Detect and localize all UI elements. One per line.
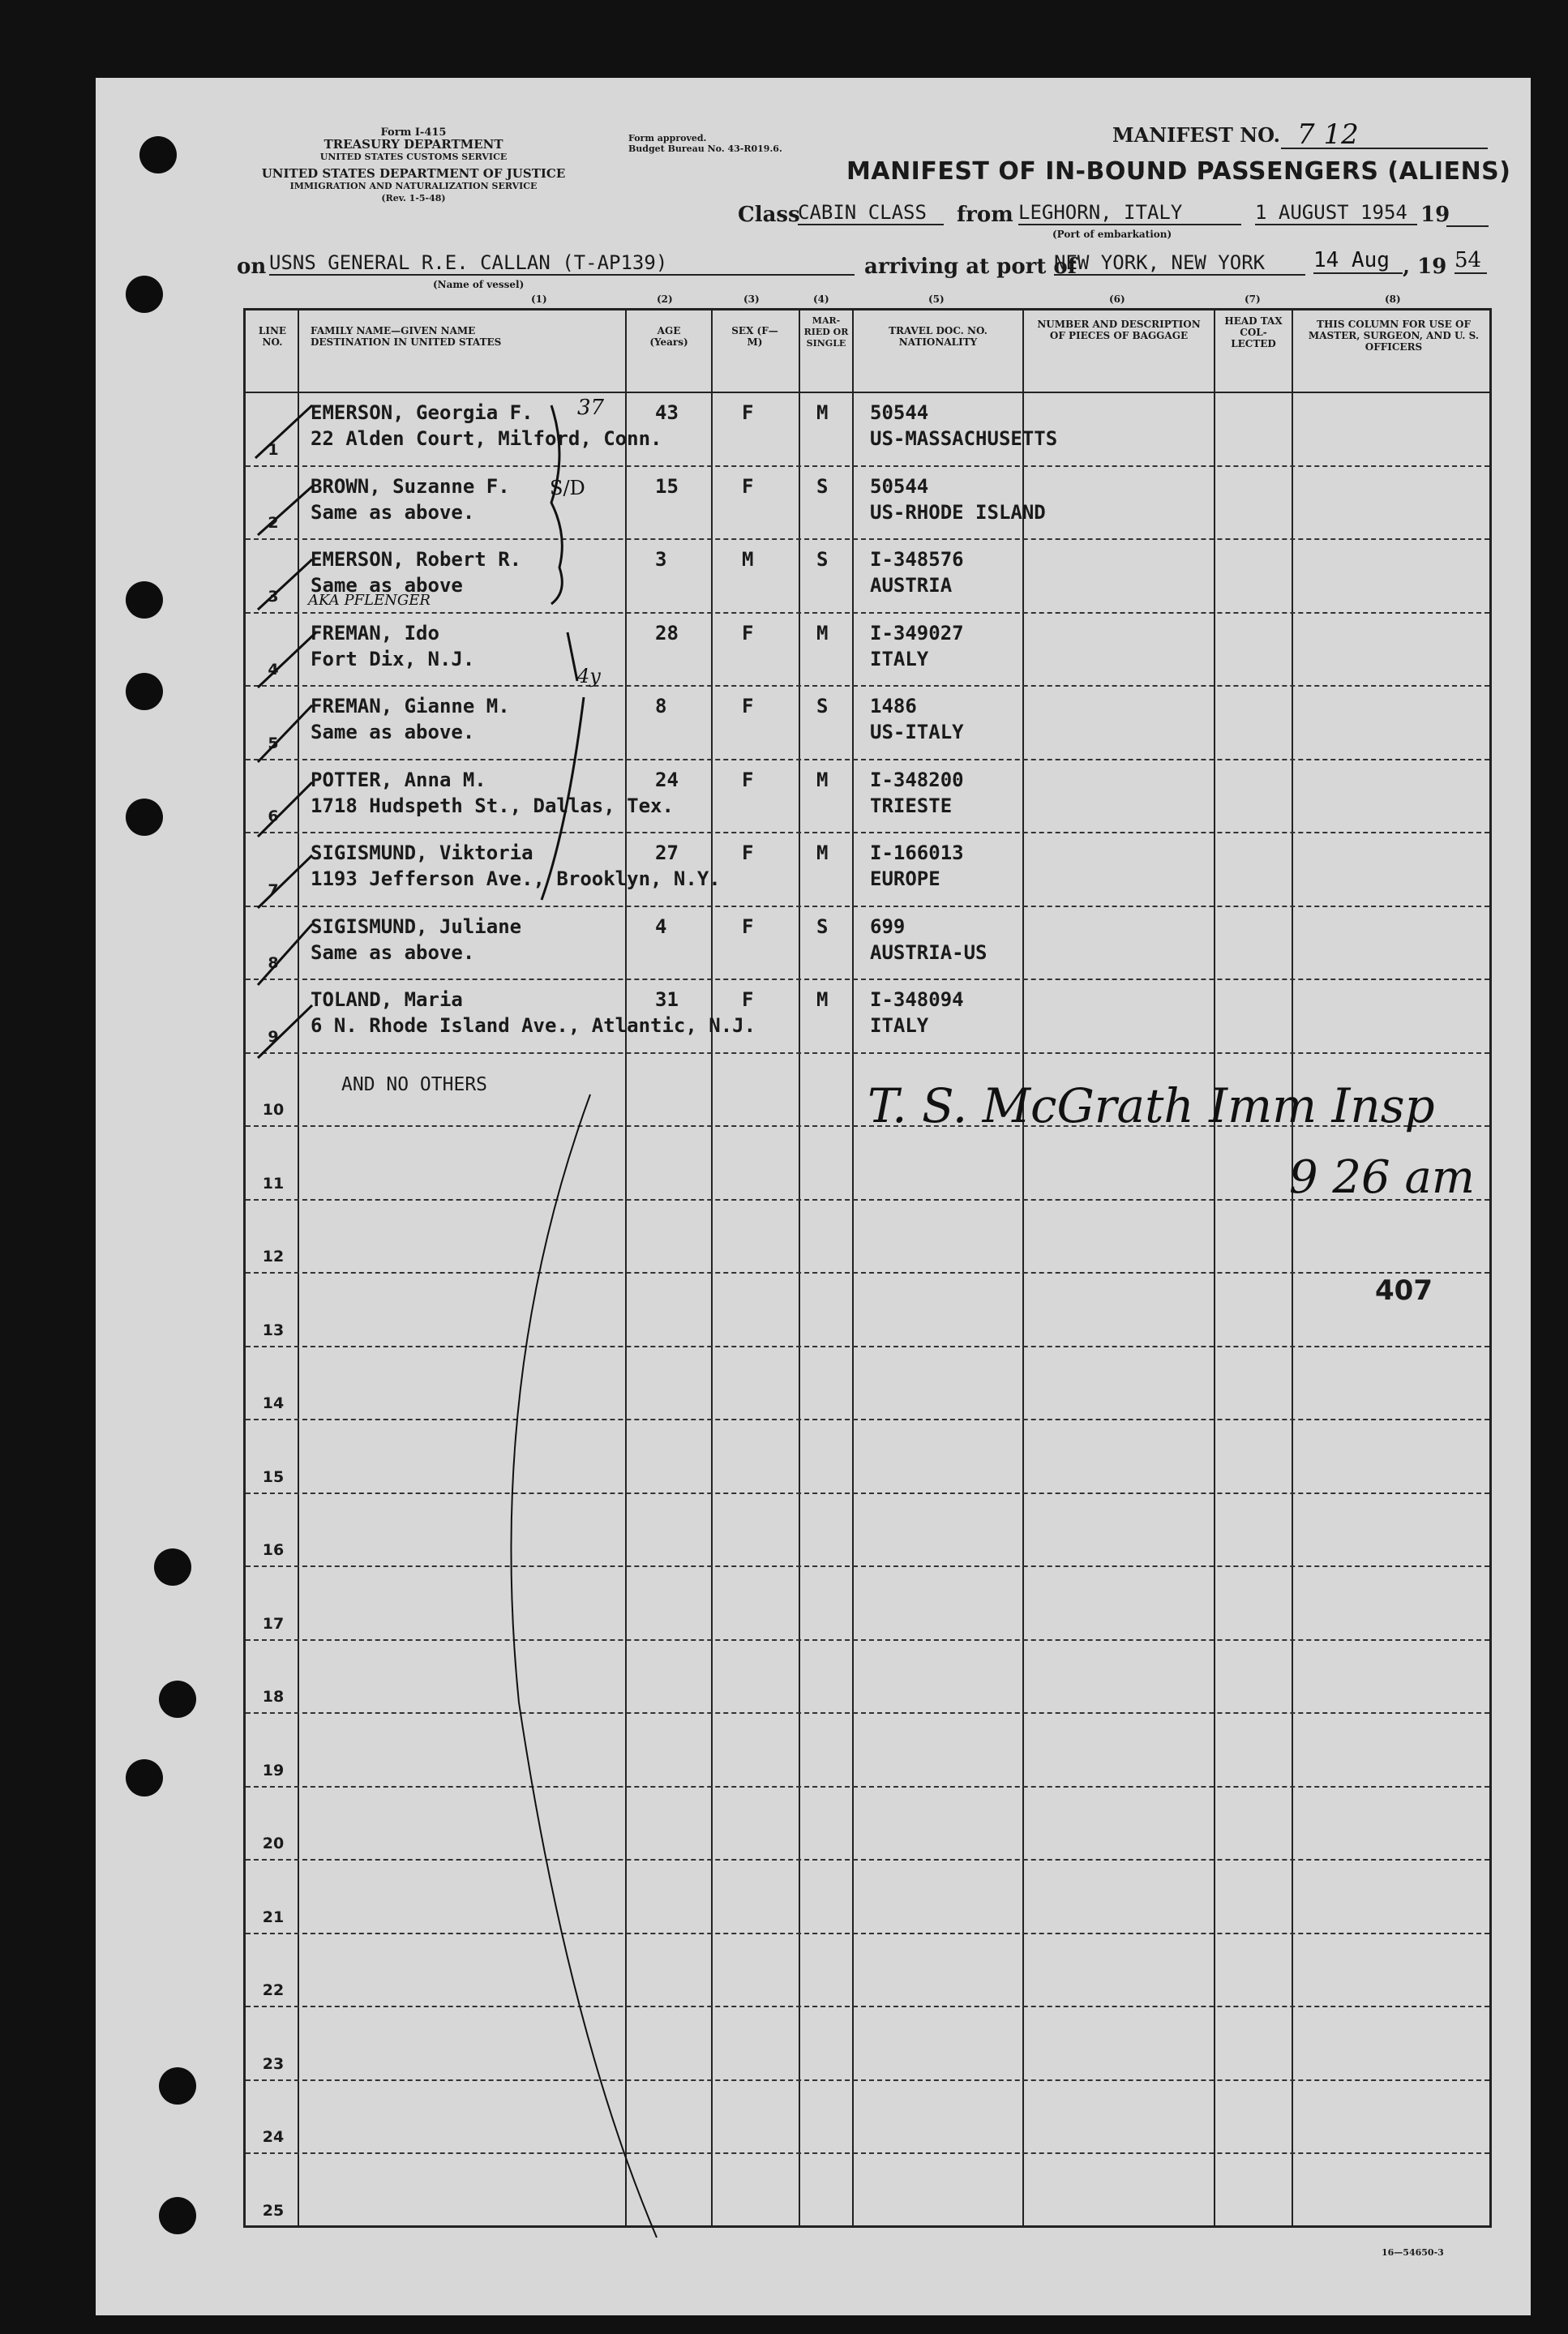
col-num-5: (5) (928, 293, 945, 305)
col-num-3: (3) (743, 293, 760, 305)
from-value: LEGHORN, ITALY (1018, 201, 1241, 225)
passenger-marital-status: S (816, 548, 829, 571)
row-divider (246, 1052, 1489, 1054)
col-num-7: (7) (1245, 293, 1261, 305)
page-number: 407 (1375, 1274, 1433, 1307)
col-num-8: (8) (1385, 293, 1401, 305)
passenger-travel-doc: 699 (870, 914, 906, 938)
row-divider (246, 1712, 1489, 1714)
passenger-destination: 1193 Jefferson Ave., Brooklyn, N.Y. (311, 867, 721, 890)
binder-hole (126, 673, 163, 710)
column-divider (799, 310, 800, 2225)
col-header-officers: THIS COLUMN FOR USE OF MASTER, SURGEON, AND U. S. OFFICERS (1308, 319, 1480, 353)
passenger-travel-doc: 50544 (870, 474, 929, 498)
header-divider (246, 392, 1489, 393)
passenger-sex: F (742, 842, 754, 864)
passenger-sex: F (742, 474, 754, 498)
form-revision: (Rev. 1-5-48) (381, 193, 446, 203)
vessel-caption: (Name of vessel) (433, 279, 525, 290)
passenger-name: FREMAN, Ido (311, 621, 439, 645)
line-number: 10 (262, 1101, 285, 1119)
handwritten-note-row2: S/D (550, 477, 585, 499)
class-value: CABIN CLASS (798, 201, 944, 225)
col-num-2: (2) (657, 293, 673, 305)
passenger-travel-doc: I-348094 (870, 988, 964, 1011)
binder-hole (126, 581, 163, 619)
manifest-title: MANIFEST OF IN-BOUND PASSENGERS (ALIENS) (846, 157, 1511, 186)
line-number: 23 (262, 2054, 285, 2073)
row-divider (246, 2079, 1489, 2081)
col-num-6: (6) (1109, 293, 1125, 305)
customs-service: UNITED STATES CUSTOMS SERVICE (319, 152, 508, 162)
passenger-name: EMERSON, Georgia F. (311, 401, 533, 424)
line-number: 6 (268, 807, 279, 825)
column-divider (711, 310, 713, 2225)
line-number: 16 (262, 1541, 285, 1559)
passenger-sex: F (742, 621, 754, 645)
handwritten-note-row1: 37 (577, 396, 605, 420)
line-number: 17 (262, 1614, 285, 1633)
passenger-travel-doc: I-348576 (870, 548, 964, 571)
row-divider (246, 685, 1489, 687)
arriving-label: arriving at port of (864, 255, 1077, 279)
passenger-age: 8 (655, 695, 667, 717)
passenger-sex: F (742, 401, 754, 424)
passenger-nationality: EUROPE (870, 867, 940, 890)
row-divider (246, 1272, 1489, 1274)
ins-service: IMMIGRATION AND NATURALIZATION SERVICE (289, 181, 538, 191)
form-agency-header (235, 126, 592, 204)
passenger-name: FREMAN, Gianne M. (311, 695, 510, 717)
from-label: from (957, 203, 1013, 227)
passenger-table (243, 308, 1492, 2228)
column-divider (298, 310, 299, 2225)
line-number: 7 (268, 880, 279, 899)
row-divider (246, 465, 1489, 467)
passenger-marital-status: S (816, 914, 829, 938)
passenger-destination: 22 Alden Court, Milford, Conn. (311, 427, 662, 450)
row-divider (246, 538, 1489, 540)
row-divider (246, 612, 1489, 614)
passenger-nationality: AUSTRIA-US (870, 940, 987, 964)
arrival-year: 54 (1454, 248, 1487, 274)
passenger-age: 15 (655, 474, 679, 498)
passenger-nationality: TRIESTE (870, 794, 953, 817)
passenger-marital-status: M (816, 768, 829, 791)
passenger-nationality: US-MASSACHUSETTS (870, 427, 1058, 450)
column-divider (852, 310, 854, 2225)
row-divider (246, 1565, 1489, 1567)
date-suffix: 19 (1420, 203, 1450, 227)
line-number: 18 (262, 1688, 285, 1706)
passenger-destination: Same as above. (311, 500, 475, 524)
row-divider (246, 1933, 1489, 1934)
col-num-4: (4) (813, 293, 829, 305)
line-number: 12 (262, 1248, 285, 1265)
passenger-travel-doc: I-349027 (870, 621, 964, 645)
passenger-age: 27 (655, 842, 679, 864)
class-label: Class (738, 203, 800, 227)
date-year-line (1446, 204, 1489, 227)
row-divider (246, 1492, 1489, 1494)
passenger-name: TOLAND, Maria (311, 988, 463, 1011)
line-number: 5 (268, 734, 279, 752)
passenger-travel-doc: 1486 (870, 695, 917, 717)
row-divider (246, 1419, 1489, 1420)
column-divider (625, 310, 627, 2225)
binder-hole (126, 276, 163, 313)
passenger-marital-status: S (816, 474, 829, 498)
binder-hole (159, 1681, 196, 1718)
binder-hole (126, 799, 163, 836)
passenger-marital-status: S (816, 695, 829, 717)
row-divider (246, 2152, 1489, 2154)
col-header-baggage: NUMBER AND DESCRIPTION OF PIECES OF BAGGAGE (1037, 319, 1201, 341)
passenger-sex: F (742, 695, 754, 717)
line-number: 3 (268, 587, 279, 606)
passenger-nationality: US-RHODE ISLAND (870, 500, 1046, 524)
col-num-1: (1) (531, 293, 547, 305)
passenger-destination: Same as above. (311, 940, 475, 964)
line-number: 21 (262, 1908, 285, 1926)
budget-approval (628, 133, 782, 154)
handwritten-note-row3: AKA PFLENGER (308, 592, 431, 609)
line-number: 25 (262, 2201, 285, 2220)
passenger-marital-status: M (816, 988, 829, 1011)
passenger-travel-doc: 50544 (870, 401, 929, 424)
passenger-nationality: ITALY (870, 647, 929, 670)
column-divider (1022, 310, 1024, 2225)
row-divider (246, 1859, 1489, 1861)
line-number: 22 (262, 1981, 285, 1999)
row-divider (246, 2006, 1489, 2007)
no-others-note: AND NO OTHERS (341, 1074, 488, 1095)
line-number: 9 (268, 1027, 279, 1046)
approval-line2: Budget Bureau No. 43-R019.6. (628, 143, 782, 154)
line-number: 11 (262, 1174, 285, 1193)
row-divider (246, 906, 1489, 907)
manifest-no-label: MANIFEST NO. (1112, 123, 1281, 147)
passenger-nationality: AUSTRIA (870, 574, 953, 597)
passenger-age: 24 (655, 768, 679, 791)
passenger-name: SIGISMUND, Juliane (311, 914, 522, 938)
passenger-name: POTTER, Anna M. (311, 768, 486, 791)
passenger-age: 3 (655, 548, 667, 571)
passenger-nationality: ITALY (870, 1014, 929, 1037)
passenger-travel-doc: I-348200 (870, 768, 964, 791)
col-header-name: FAMILY NAME—GIVEN NAME DESTINATION IN UNITED STATES (311, 325, 502, 348)
arrival-port: NEW YORK, NEW YORK (1054, 251, 1305, 276)
binder-hole (159, 2067, 196, 2105)
manifest-no-field (1281, 118, 1488, 151)
passenger-age: 43 (655, 401, 679, 424)
passenger-nationality: US-ITALY (870, 721, 964, 743)
manifest-no-value: 7 12 (1297, 118, 1359, 151)
col-header-married: MAR-RIED OR SINGLE (803, 315, 849, 349)
row-divider (246, 1786, 1489, 1788)
binder-hole (154, 1548, 191, 1586)
handwritten-note-row4: 4y (577, 665, 601, 687)
row-divider (246, 1346, 1489, 1347)
on-label: on (237, 255, 267, 279)
passenger-name: SIGISMUND, Viktoria (311, 842, 533, 864)
row-divider (246, 1639, 1489, 1641)
line-number: 1 (268, 440, 279, 459)
passenger-age: 28 (655, 621, 679, 645)
passenger-marital-status: M (816, 401, 829, 424)
row-divider (246, 979, 1489, 980)
binder-hole (126, 1759, 163, 1797)
inspector-signature: T. S. McGrath Imm Insp (868, 1078, 1435, 1133)
col-header-sex: SEX (F—M) (731, 325, 778, 348)
arrival-date: 14 Aug (1313, 248, 1403, 274)
line-number: 20 (262, 1835, 285, 1852)
passenger-destination: 6 N. Rhode Island Ave., Atlantic, N.J. (311, 1014, 756, 1037)
line-number: 24 (262, 2128, 285, 2146)
departure-date: 1 AUGUST 1954 (1255, 201, 1417, 225)
passenger-destination: Fort Dix, N.J. (311, 647, 475, 670)
line-number: 19 (262, 1761, 285, 1779)
justice-dept: UNITED STATES DEPARTMENT OF JUSTICE (261, 166, 566, 181)
passenger-sex: F (742, 768, 754, 791)
line-number: 8 (268, 954, 279, 972)
line-number: 2 (268, 514, 279, 532)
row-divider (246, 832, 1489, 833)
footer-code: 16—54650-3 (1382, 2247, 1444, 2258)
binder-hole (139, 136, 177, 173)
line-number: 14 (262, 1394, 285, 1412)
form-number: Form I-415 (380, 126, 447, 139)
port-caption: (Port of embarkation) (1052, 229, 1172, 240)
passenger-age: 4 (655, 914, 667, 938)
col-header-head-tax: HEAD TAX COL-LECTED (1224, 315, 1283, 349)
passenger-sex: F (742, 914, 754, 938)
passenger-name: EMERSON, Robert R. (311, 548, 522, 571)
passenger-name: BROWN, Suzanne F. (311, 474, 510, 498)
row-divider (246, 759, 1489, 760)
passenger-destination: Same as above (311, 574, 463, 597)
column-divider (1292, 310, 1293, 2225)
col-header-age: AGE (Years) (649, 325, 688, 348)
binder-hole (159, 2197, 196, 2234)
passenger-destination: 1718 Hudspeth St., Dallas, Tex. (311, 794, 674, 817)
passenger-marital-status: M (816, 842, 829, 864)
passenger-destination: Same as above. (311, 721, 475, 743)
year-prefix: , 19 (1403, 255, 1447, 279)
line-number: 4 (268, 661, 279, 679)
col-header-line-no: LINE NO. (258, 325, 287, 348)
passenger-sex: F (742, 988, 754, 1011)
line-number: 15 (262, 1467, 285, 1486)
passenger-marital-status: M (816, 621, 829, 645)
line-number: 13 (262, 1321, 285, 1339)
passenger-sex: M (742, 548, 754, 571)
passenger-age: 31 (655, 988, 679, 1011)
col-header-travel: TRAVEL DOC. NO. NATIONALITY (889, 325, 987, 348)
inspection-time: 9 26 am (1289, 1151, 1475, 1204)
treasury-dept: TREASURY DEPARTMENT (323, 137, 503, 152)
passenger-travel-doc: I-166013 (870, 842, 964, 864)
vessel-name: USNS GENERAL R.E. CALLAN (T-AP139) (269, 251, 855, 276)
approval-line1: Form approved. (628, 133, 707, 143)
column-divider (1214, 310, 1215, 2225)
